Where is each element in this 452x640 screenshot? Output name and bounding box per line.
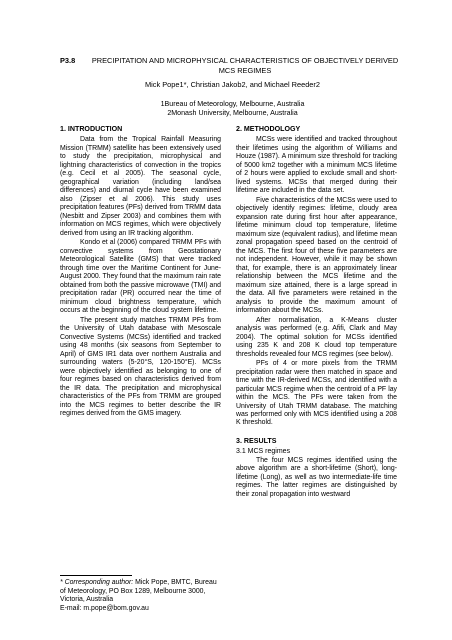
footnote-email: E-mail: m.pope@bom.gov.au bbox=[60, 604, 149, 612]
footnote-label: * Corresponding author: bbox=[60, 579, 134, 586]
footnote bbox=[60, 575, 221, 613]
left-column bbox=[60, 125, 221, 419]
footnote-rule bbox=[60, 575, 132, 576]
affiliation-2: 2Monash University, Melbourne, Australia bbox=[167, 108, 298, 117]
section-heading-methodology: 2. METHODOLOGY bbox=[236, 125, 301, 133]
section-heading-introduction: 1. INTRODUCTION bbox=[60, 125, 123, 133]
affiliations bbox=[60, 100, 405, 117]
right-column bbox=[236, 125, 397, 500]
footnote-text bbox=[60, 579, 221, 605]
paper-title: PRECIPITATION AND MICROPHYSICAL CHARACTERISTICS OF OBJECTIVELY DERIVED MCS REGIMES bbox=[91, 56, 399, 75]
footnote-body: Mick Pope, BMTC, Bureau of Meteorology, PO Box 1289, Melbourne 3000, Victoria, Australia bbox=[60, 579, 217, 603]
section-spacer bbox=[236, 429, 397, 437]
subsection-heading-mcs-regimes: 3.1 MCS regimes bbox=[236, 448, 291, 456]
section-heading-results: 3. RESULTS bbox=[236, 436, 277, 445]
paper-number: P3.8 bbox=[60, 56, 76, 65]
results-paragraph: The four MCS regimes identified using the above algorithm are a short-lifetime (Short), long-lifetime (Long), as well as two intermediate-life time regimes. The latter regimes are distinguished by their zonal propagation into westward bbox=[236, 456, 397, 498]
methodology-paragraph: PFs of 4 or more pixels from the TRMM precipitation radar were then matched in space and time with the IR-derived MCSs, and identified with a particular MCS regime when the centroid of a PF lay within the MCS. The PFs were taken from the University of Utah TRMM database. The matching was performed only with MCS identified using a 208 K threshold. bbox=[236, 360, 397, 427]
methodology-paragraph: After normalisation, a K-Means cluster analysis was performed (e.g. Afifi, Clark and May 2004). The optimal solution for MCSs identified using 235 K and 208 K cloud top temperature thresholds revealed four MCS regimes (see below). bbox=[236, 316, 397, 358]
intro-paragraph: The present study matches TRMM PFs from the University of Utah database with Mesoscale Convective Systems (MCSs) identified and tracked using 48 months (six seasons from September to April) of GMS IR1 data over northern Australia and surrounding waters (5-20°S, 120-150°E). MCSs were objectively identified as belonging to one of four regimes based on characteristics derived from the IR data. The precipitation and microphysical characteristics of the PFs from TRMM are grouped into the MCS regimes to better describe the IR regimes derived from the GMS imagery. bbox=[60, 316, 221, 417]
intro-paragraph: Data from the Tropical Rainfall Measuring Mission (TRMM) satellite has been extensively used to study the precipitation, microphysical and lightning characteristics of convection in the tropics (e.g. Cecil et al 2005). The seasonal cycle, geographical variation (including land/sea differences) and diurnal cycle have been examined also (Zipser et al 2006). This study uses precipitation features (PFs) derived from TRMM data (Nesbitt and Zipser 2003) and combines them with information on MCS regimes, which were objectively derived from using an IR tracking algorithm. bbox=[60, 136, 221, 237]
methodology-paragraph: MCSs were identified and tracked throughout their lifetimes using the algorithm of Williams and Houze (1987). A minimum size threshold for tracking of 5000 km2 together with a minimum MCS lifetime of 2 hours were applied to exclude small and short-lived systems. MCSs that merged during their lifetime are included in the data set. bbox=[236, 136, 397, 195]
methodology-paragraph: Five characteristics of the MCSs were used to objectively identify regimes: lifetime, cloudy area expansion rate during first hour after appearance, lifetime minimum cloud top temperature, lifetime maximum size (equivalent radius), and lifetime mean zonal propagation speed based on the centroid of the MCS. The first four of these five parameters are not independent. However, while it may be shown that, for example, there is an approximately linear relationship between the MCS lifetime and the maximum size attained, there is a large spread in the data. All five parameters were retained in the analysis to provide the maximum amount of information about the MCSs. bbox=[236, 196, 397, 315]
affiliation-1: 1Bureau of Meteorology, Melbourne, Australia bbox=[160, 100, 305, 108]
author-list bbox=[60, 80, 405, 89]
intro-paragraph: Kondo et al (2006) compared TRMM PFs with convective systems from Geostationary Meteorological Satellite (GMS) that were tracked through time over the Maritime Continent for June-August 2000. They found that the maximum rain rate obtained from both the passive microwave (TMI) and precipitation radar (PR) occurred near the time of minimum cloud brightness temperature, which occurs at the beginning of the cloud system lifetime. bbox=[60, 239, 221, 315]
authors-text: Mick Pope1*, Christian Jakob2, and Michael Reeder2 bbox=[144, 80, 320, 89]
